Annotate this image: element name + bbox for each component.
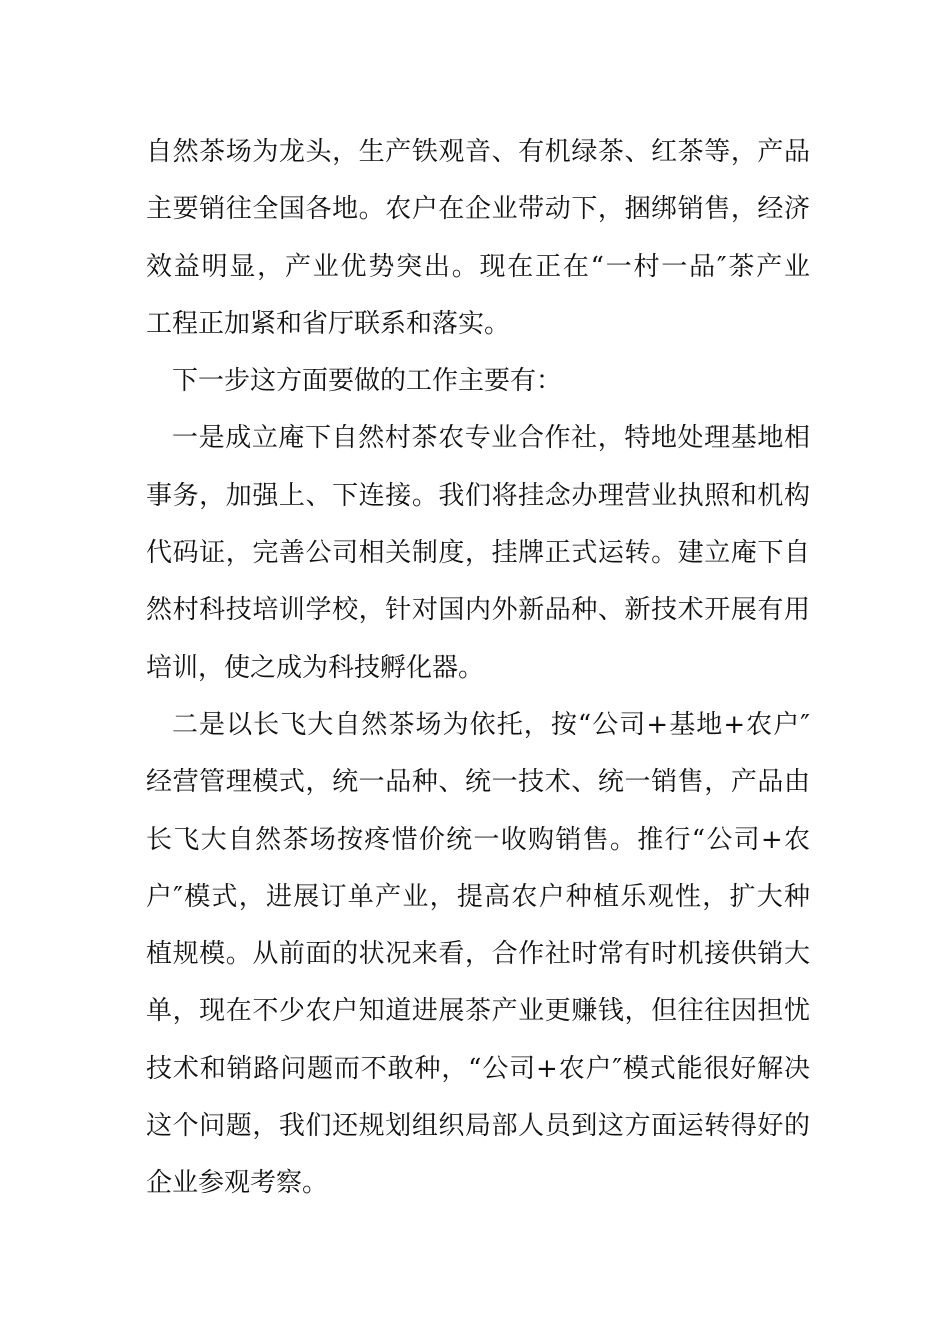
text-line: 主要销往全国各地。农户在企业带动下，捆绑销售，经济 (146, 194, 810, 225)
text-line: 企业参观考察。 (146, 1168, 329, 1199)
text-line: 工程正加紧和省厅联系和落实。 (146, 308, 511, 339)
text-line: 自然茶场为龙头，生产铁观音、有机绿茶、红茶等，产品 (146, 137, 810, 167)
text-line: 下一步这方面要做的工作主要有： (172, 366, 563, 397)
body-text (146, 124, 810, 1213)
text-line: 效益明显，产业优势突出。现在正在“一村一品″茶产业 (146, 251, 810, 282)
text-line: 经营管理模式，统一品种、统一技术、统一销售，产品由 (146, 767, 810, 798)
text-line: 植规模。从前面的状况来看，合作社时常有时机接供销大 (146, 939, 810, 970)
text-line: 代码证，完善公司相关制度，挂牌正式运转。建立庵下自 (146, 538, 810, 569)
text-line: 单，现在不少农户知道进展茶产业更赚钱，但往往因担忧 (146, 996, 810, 1027)
text-line: 这个问题，我们还规划组织局部人员到这方面运转得好的 (146, 1111, 810, 1142)
text-line: 技术和销路问题而不敢种，“公司+农户″模式能很好解决 (146, 1053, 810, 1084)
text-line: 户″模式，进展订单产业，提高农户种植乐观性，扩大种 (146, 881, 810, 912)
text-line: 二是以长飞大自然茶场为依托，按“公司+基地+农户″ (172, 709, 810, 740)
text-line: 一是成立庵下自然村茶农专业合作社，特地处理基地相 (172, 423, 810, 454)
text-line: 长飞大自然茶场按疼惜价统一收购销售。推行“公司+农 (146, 824, 810, 855)
text-line: 培训，使之成为科技孵化器。 (146, 652, 485, 683)
text-line: 事务，加强上、下连接。我们将挂念办理营业执照和机构 (146, 480, 810, 511)
text-line: 然村科技培训学校，针对国内外新品种、新技术开展有用 (146, 595, 810, 626)
